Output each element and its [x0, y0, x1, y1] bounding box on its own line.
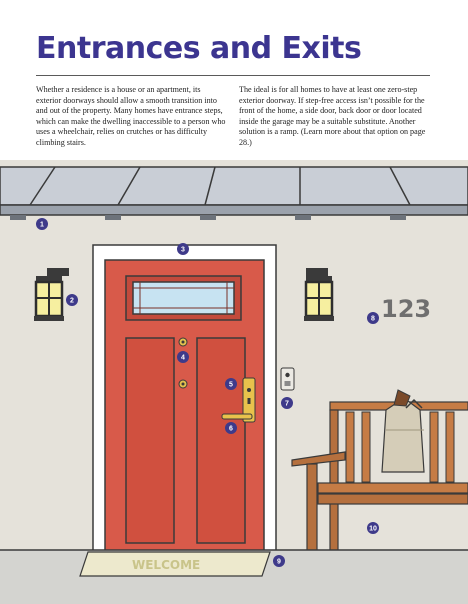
lever-handle	[222, 414, 252, 419]
callout-1	[36, 218, 48, 230]
intro-paragraph: Whether a residence is a house or an apartment, its exterior doorways should allow a smooth transition into and out of the property. Many homes have entrance steps, which can make the dwelling inaccessible to a person who uses a wheelchair, relies on crutches or has difficulty climbing stairs.	[36, 85, 226, 147]
svg-text:4: 4	[181, 354, 185, 362]
callout-7	[281, 397, 293, 409]
zero-step-paragraph: The ideal is for all homes to have at least one zero-step exterior doorway. If step-free access isn’t possible for the front of the home, a side door, back door or door located inside the garage may be a suitable substitute. Another solution is a ramp. (Learn more about that option on page 28.)	[239, 85, 426, 147]
doormat-text: WELCOME	[132, 558, 201, 572]
callout-2	[66, 294, 78, 306]
svg-text:8: 8	[371, 315, 375, 323]
svg-text:6: 6	[229, 425, 233, 433]
house-number: 123	[381, 295, 432, 323]
entrance-illustration	[0, 160, 468, 604]
peephole-lower	[179, 380, 187, 388]
svg-text:3: 3	[181, 246, 185, 254]
doorbell	[281, 368, 294, 390]
svg-text:7: 7	[285, 400, 289, 408]
callout-3	[177, 243, 189, 255]
callout-9	[273, 555, 285, 567]
page-title: Entrances and Exits	[36, 31, 362, 66]
svg-text:5: 5	[229, 381, 233, 389]
peephole-upper	[179, 338, 187, 346]
svg-text:9: 9	[277, 558, 281, 566]
callout-6	[225, 422, 237, 434]
svg-text:10: 10	[369, 525, 377, 533]
callout-10	[367, 522, 379, 534]
title-rule	[36, 75, 430, 76]
callout-8	[367, 312, 379, 324]
svg-text:2: 2	[70, 297, 74, 305]
roof-overhang	[0, 167, 468, 220]
doormat	[80, 552, 270, 576]
svg-text:1: 1	[40, 221, 44, 229]
callout-5	[225, 378, 237, 390]
callout-4	[177, 351, 189, 363]
